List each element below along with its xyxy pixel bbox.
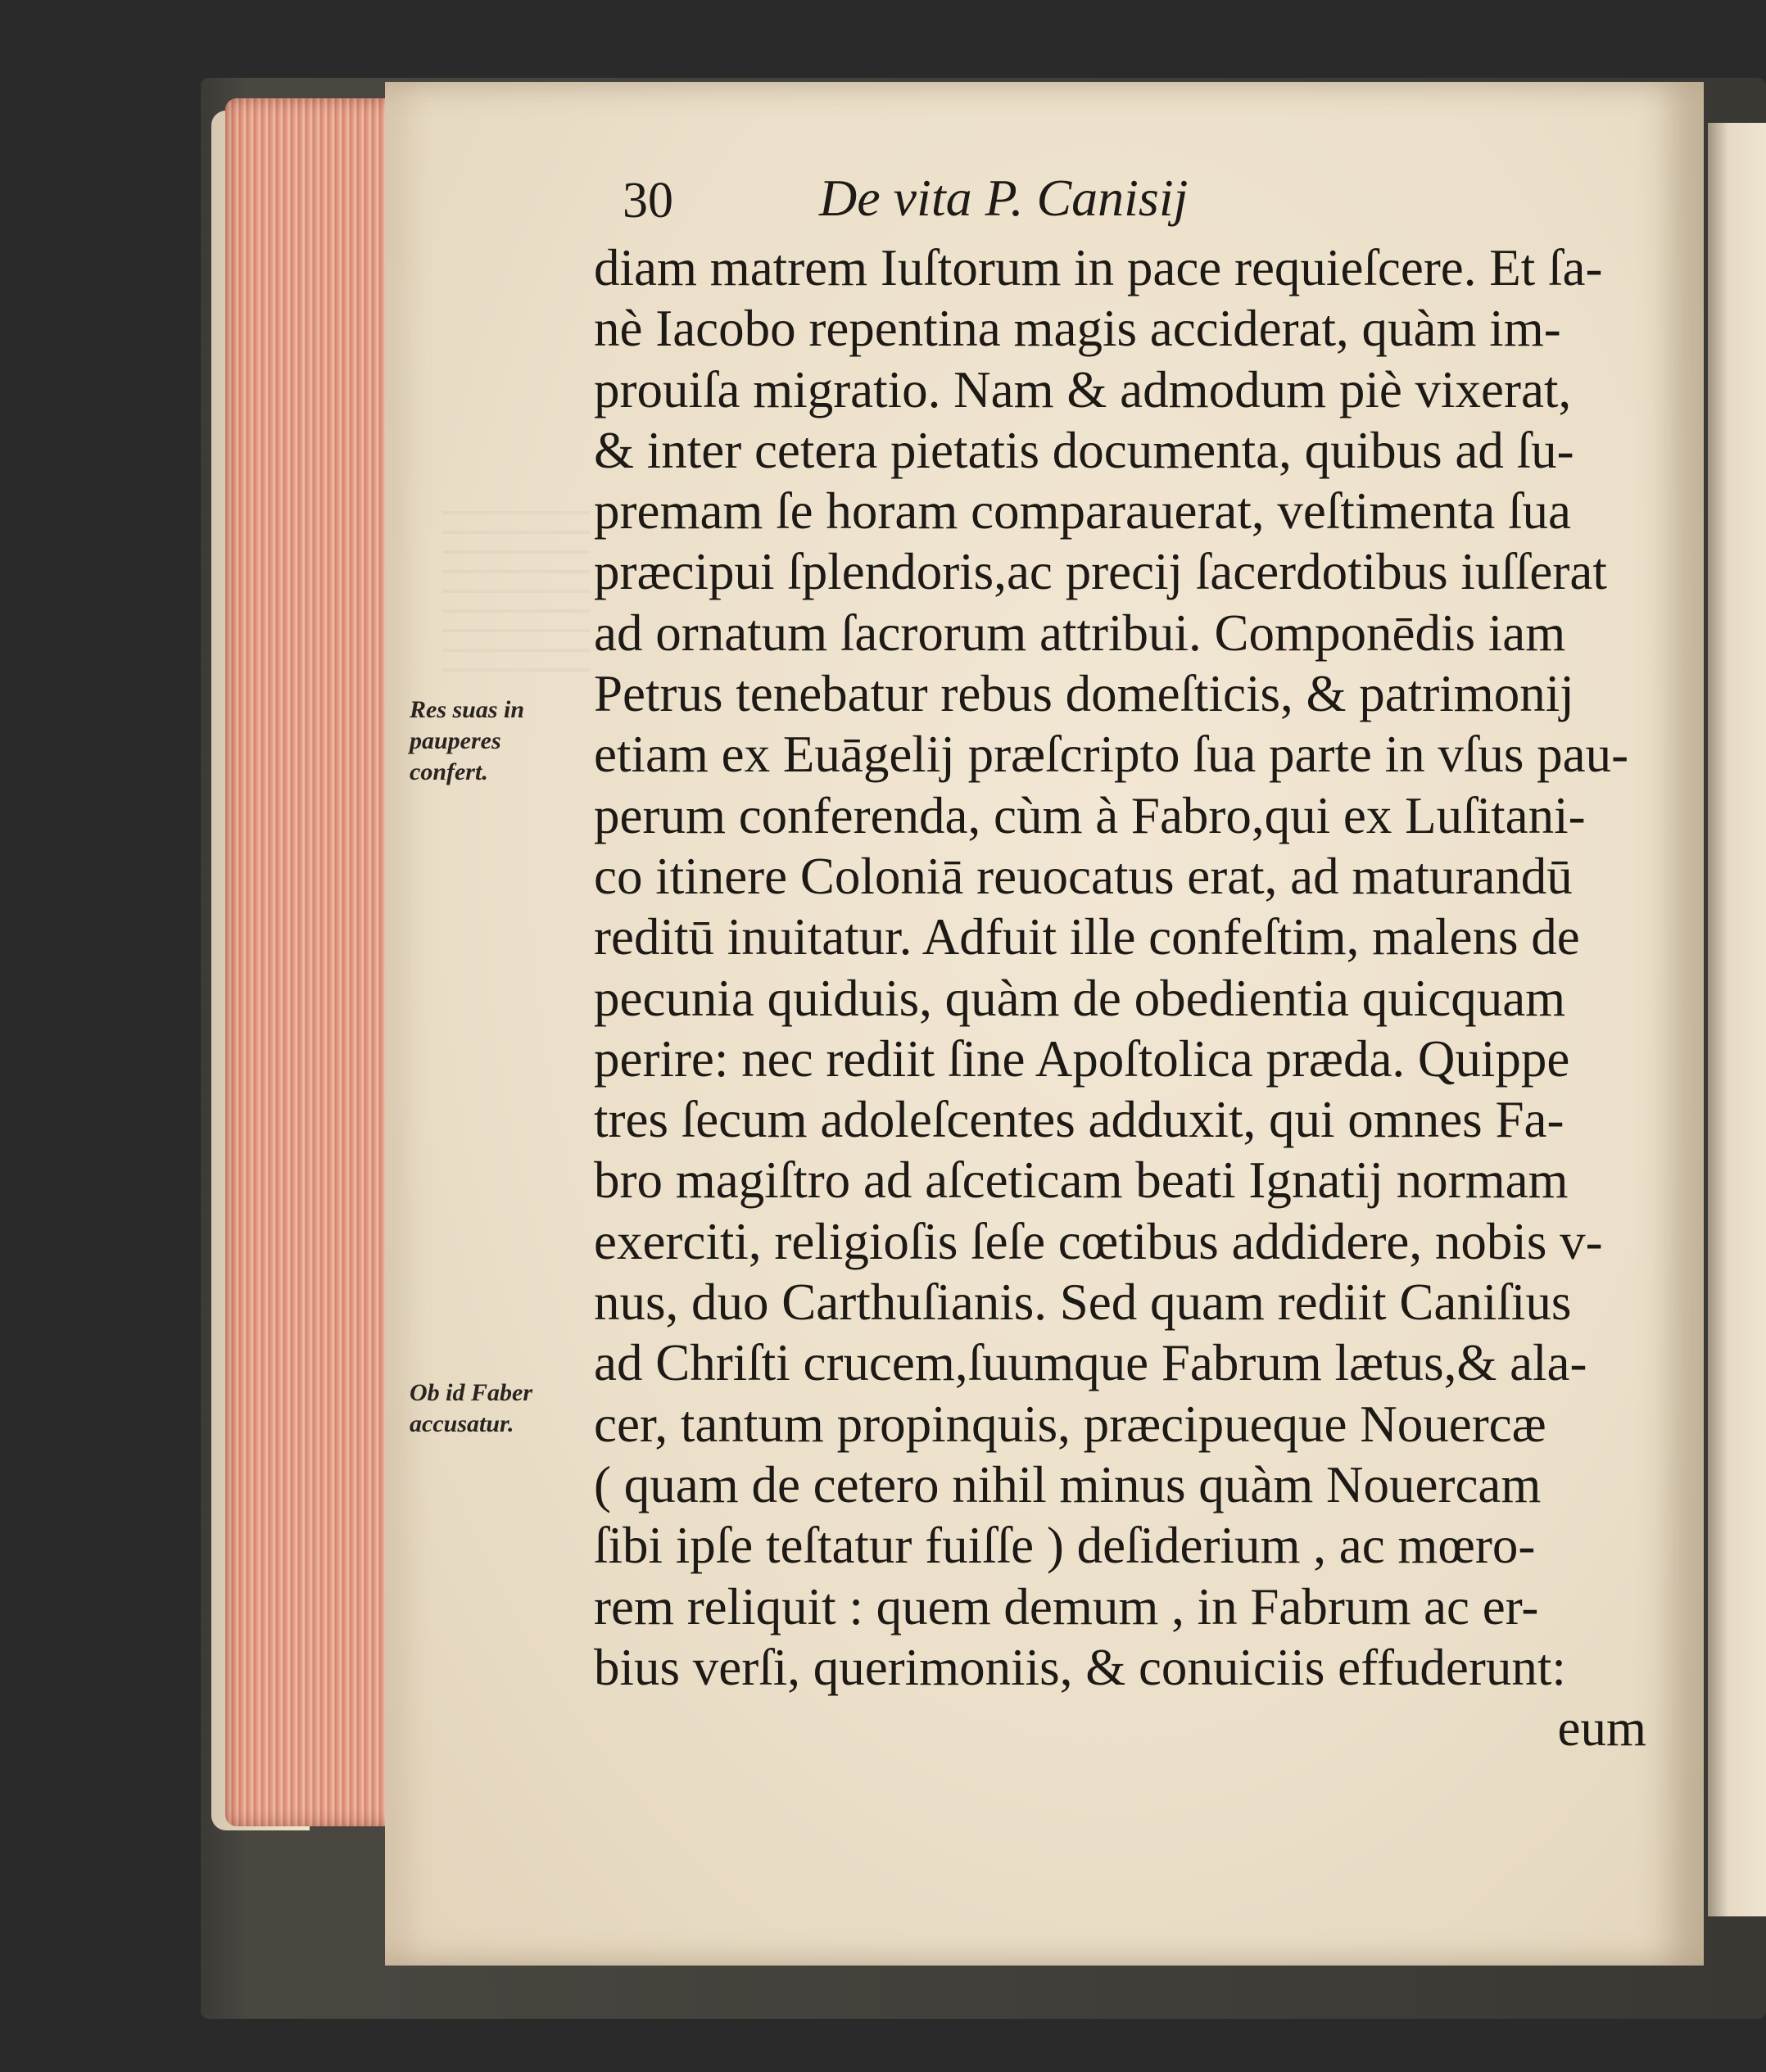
text-line: ad Chriſti crucem,ſuumque Fabrum lætus,& ala- xyxy=(594,1334,1587,1392)
marginal-note-line: pauperes xyxy=(410,727,501,754)
text-line: Petrus tenebatur rebus domeſticis, & patrimonij xyxy=(594,665,1574,723)
marginal-note-line: confert. xyxy=(410,758,488,785)
text-line: bro magiſtro ad aſceticam beati Ignatij normam xyxy=(594,1151,1569,1210)
text-line: ( quam de cetero nihil minus quàm Nouercam xyxy=(594,1455,1542,1513)
page-number: 30 xyxy=(623,173,673,228)
text-line: co itinere Coloniā reuocatus erat, ad maturandū xyxy=(594,847,1573,905)
marginal-note-line: Ob id Faber xyxy=(410,1379,532,1406)
text-line: perum conferenda, cùm à Fabro,qui ex Luſitani- xyxy=(594,786,1586,844)
text-line: etiam ex Euāgelij præſcripto ſua parte in vſus pau- xyxy=(594,726,1629,784)
body-text xyxy=(594,238,1687,1758)
marginal-note-line: Res suas in xyxy=(410,696,525,723)
text-line: ad ornatum ſacrorum attribui. Componēdis iam xyxy=(594,604,1566,662)
text-line: diam matrem Iuſtorum in pace requieſcere. Et ſa- xyxy=(594,239,1603,296)
text-line: bius verſi, querimoniis, & conuiciis effuderunt: xyxy=(594,1638,1566,1696)
marginal-note xyxy=(410,694,586,788)
text-line: pecunia quiduis, quàm de obedientia quicquam xyxy=(594,969,1566,1027)
text-line: exerciti, religioſis ſeſe cœtibus addidere, nobis v- xyxy=(594,1212,1603,1270)
marginal-note xyxy=(410,1378,586,1440)
running-title: De vita P. Canisij xyxy=(819,169,1189,227)
text-line: reditū inuitatur. Adfuit ille confeſtim, malens de xyxy=(594,908,1580,966)
text-line: ſibi ipſe teſtatur fuiſſe ) deſiderium , ac mœro- xyxy=(594,1517,1536,1575)
text-line: perire: nec rediit ſine Apoſtolica præda. Quippe xyxy=(594,1029,1570,1088)
text-line: tres ſecum adoleſcentes adduxit, qui omnes Fa- xyxy=(594,1091,1564,1149)
facing-page-edge xyxy=(1708,123,1766,1916)
show-through-text xyxy=(442,508,590,672)
marginal-note-line: accusatur. xyxy=(410,1410,514,1437)
text-line: cer, tantum propinquis, præcipueque Nouercæ xyxy=(594,1395,1546,1453)
text-line: rem reliquit : quem demum , in Fabrum ac er- xyxy=(594,1577,1539,1635)
text-line: præcipui ſplendoris,ac precij ſacerdotibus iuſſerat xyxy=(594,543,1607,601)
text-line: nus, duo Carthuſianis. Sed quam rediit Caniſius xyxy=(594,1274,1572,1332)
text-line: & inter cetera pietatis documenta, quibus ad ſu- xyxy=(594,421,1574,479)
text-line: premam ſe horam comparauerat, veſtimenta ſua xyxy=(594,482,1571,541)
text-line: prouiſa migratio. Nam & admodum piè vixerat, xyxy=(594,360,1572,418)
catchword: eum xyxy=(1557,1699,1646,1758)
text-line: nè Iacobo repentina magis acciderat, quàm im- xyxy=(594,300,1561,358)
